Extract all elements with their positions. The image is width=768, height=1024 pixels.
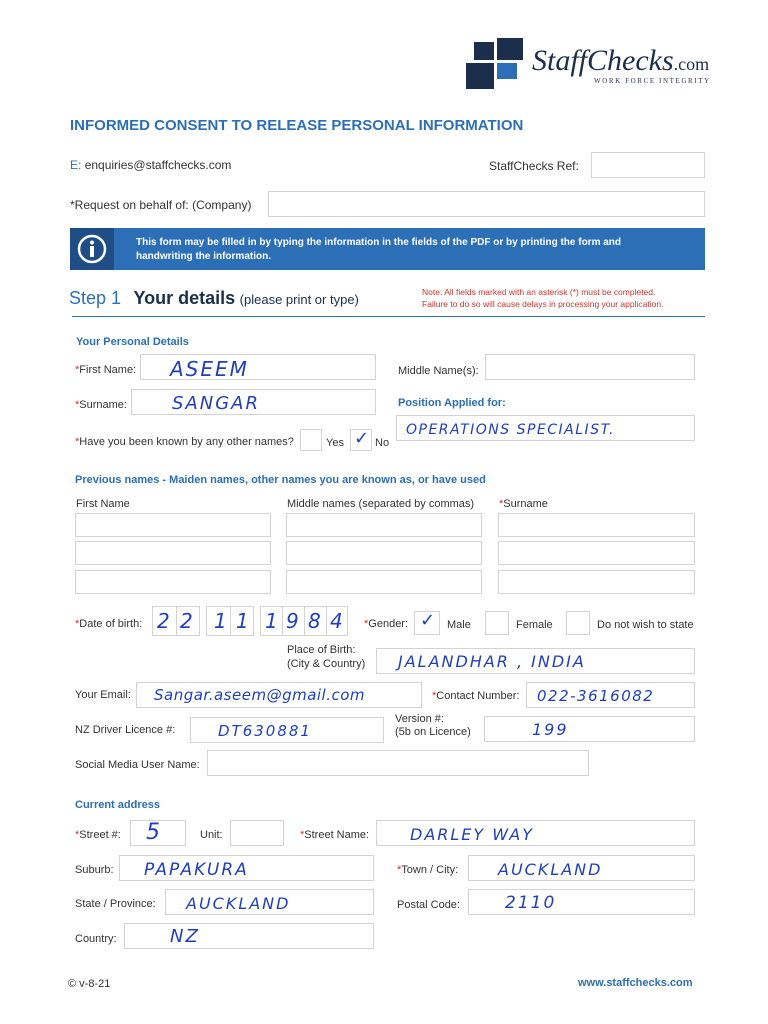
step-title: Your details — [133, 288, 236, 308]
state-value: AUCKLAND — [186, 894, 291, 913]
email-value: Sangar.aseem@gmail.com — [154, 686, 366, 704]
suburb-label: Suburb: — [75, 864, 114, 876]
pob-value: JALANDHAR , INDIA — [398, 652, 586, 671]
state-label: State / Province: — [75, 898, 156, 910]
page-title: INFORMED CONSENT TO RELEASE PERSONAL INFORMATION — [70, 117, 524, 134]
previous-heading: Previous names - Maiden names, other names you are known as, or have used — [75, 474, 486, 486]
dob-digit-divider-3 — [282, 606, 283, 636]
middle-name-label: Middle Name(s): — [398, 365, 479, 377]
first-name-label: *First Name: — [75, 364, 137, 376]
dob-digit-divider-5 — [326, 606, 327, 636]
required-note-line1: Note: All fields marked with an asterisk (*) must be completed. — [422, 287, 656, 297]
country-field[interactable] — [124, 923, 374, 949]
contact-email — [70, 158, 231, 172]
previous-first-field-3[interactable] — [75, 570, 271, 594]
dob-digit-6: 9 — [286, 609, 301, 633]
step-header — [69, 288, 359, 309]
logo-tld: .com — [673, 54, 710, 74]
gender-no-state-checkbox[interactable] — [566, 611, 590, 635]
dob-digit-8: 4 — [330, 609, 345, 633]
dob-digit-1: 2 — [157, 609, 172, 633]
yes-label: Yes — [326, 437, 344, 449]
phone-value: 022-3616082 — [537, 687, 655, 705]
gender-male-label: Male — [447, 619, 471, 631]
country-label: Country: — [75, 933, 117, 945]
request-label: *Request on behalf of: (Company) — [70, 198, 252, 212]
ref-field[interactable] — [591, 152, 705, 178]
previous-middle-field-1[interactable] — [286, 513, 482, 537]
required-note — [422, 286, 663, 310]
unit-label: Unit: — [200, 829, 223, 841]
street-name-label: *Street Name: — [300, 829, 370, 841]
licence-label: NZ Driver Licence #: — [75, 724, 176, 736]
middle-name-field[interactable] — [485, 354, 695, 380]
position-label: Position Applied for: — [398, 397, 506, 409]
pob-label-line1: Place of Birth: — [287, 644, 356, 656]
ref-label: StaffChecks Ref: — [489, 159, 579, 173]
town-value: AUCKLAND — [498, 860, 603, 879]
email-value: enquiries@staffchecks.com — [84, 158, 232, 172]
version-label — [395, 713, 471, 739]
footer-url[interactable]: www.staffchecks.com — [578, 977, 693, 989]
street-name-value: DARLEY WAY — [410, 825, 535, 844]
dob-digit-dividers — [176, 606, 177, 636]
no-label: No — [375, 437, 390, 449]
gender-label: *Gender: — [364, 618, 409, 630]
logo-tagline: WORK FORCE INTEGRITY — [594, 77, 711, 85]
licence-value: DT630881 — [218, 722, 312, 740]
previous-middle-field-3[interactable] — [286, 570, 482, 594]
country-value: NZ — [170, 926, 200, 947]
social-field[interactable] — [207, 750, 589, 776]
gender-female-label: Female — [516, 619, 553, 631]
company-field[interactable] — [268, 191, 705, 217]
unit-field[interactable] — [230, 820, 284, 846]
position-value: OPERATIONS SPECIALIST. — [406, 422, 615, 438]
personal-heading: Your Personal Details — [76, 336, 189, 348]
dob-digit-divider-2 — [230, 606, 231, 636]
info-banner-text: This form may be filled in by typing the information in the fields of the PDF or by printing the form and handwriting the information. — [136, 237, 622, 262]
step-number: Step 1 — [69, 288, 122, 308]
other-names-no-check: ✓ — [354, 428, 370, 449]
postcode-label: Postal Code: — [397, 899, 460, 911]
required-note-line2: Failure to do so will cause delays in processing your application. — [422, 299, 664, 309]
pob-label-line2: (City & Country) — [287, 658, 366, 670]
previous-first-header: First Name — [76, 498, 130, 510]
town-label: *Town / City: — [397, 864, 459, 876]
other-names-label: *Have you been known by any other names? — [75, 436, 294, 448]
step-divider — [72, 316, 705, 317]
previous-surname-field-2[interactable] — [498, 541, 695, 565]
gender-no-state-label: Do not wish to state — [597, 619, 694, 631]
previous-surname-field-1[interactable] — [498, 513, 695, 537]
footer-version: © v-8-21 — [68, 978, 111, 990]
postcode-field[interactable] — [468, 889, 695, 915]
info-icon — [76, 233, 108, 265]
previous-middle-header: Middle names (separated by commas) — [287, 498, 475, 510]
version-value: 199 — [532, 720, 569, 739]
email-prefix: E: — [70, 158, 82, 172]
postcode-value: 2110 — [505, 893, 557, 913]
logo-mark-icon — [466, 38, 526, 90]
version-field[interactable] — [484, 716, 695, 742]
phone-label: *Contact Number: — [432, 690, 520, 702]
previous-surname-field-3[interactable] — [498, 570, 695, 594]
dob-digit-7: 8 — [308, 609, 323, 633]
dob-digit-divider-4 — [304, 606, 305, 636]
logo-name: StaffChecks — [532, 44, 674, 77]
version-label-line1: Version #: — [395, 713, 444, 725]
gender-male-check: ✓ — [420, 610, 436, 631]
suburb-value: PAPAKURA — [144, 860, 249, 880]
surname-label: *Surname: — [75, 399, 127, 411]
email-label: Your Email: — [75, 689, 131, 701]
street-no-label: *Street #: — [75, 829, 121, 841]
social-label: Social Media User Name: — [75, 759, 200, 771]
step-subtitle: (please print or type) — [239, 292, 359, 307]
info-banner — [70, 228, 705, 270]
pob-label — [287, 643, 365, 671]
dob-digit-2: 2 — [180, 609, 195, 633]
previous-first-field-2[interactable] — [75, 541, 271, 565]
previous-first-field-1[interactable] — [75, 513, 271, 537]
surname-value: SANGAR — [172, 393, 260, 414]
dob-digit-3: 1 — [214, 609, 229, 633]
dob-digit-4: 1 — [236, 609, 251, 633]
street-no-value: 5 — [146, 820, 162, 845]
logo — [466, 38, 746, 90]
other-names-yes-checkbox[interactable] — [300, 429, 322, 451]
previous-middle-field-2[interactable] — [286, 541, 482, 565]
version-label-line2: (5b on Licence) — [395, 726, 471, 738]
previous-surname-header: *Surname — [499, 498, 548, 510]
address-heading: Current address — [75, 799, 160, 811]
gender-female-checkbox[interactable] — [485, 611, 509, 635]
dob-label: *Date of birth: — [75, 618, 143, 630]
first-name-value: ASEEM — [170, 357, 249, 381]
dob-digit-5: 1 — [265, 609, 280, 633]
